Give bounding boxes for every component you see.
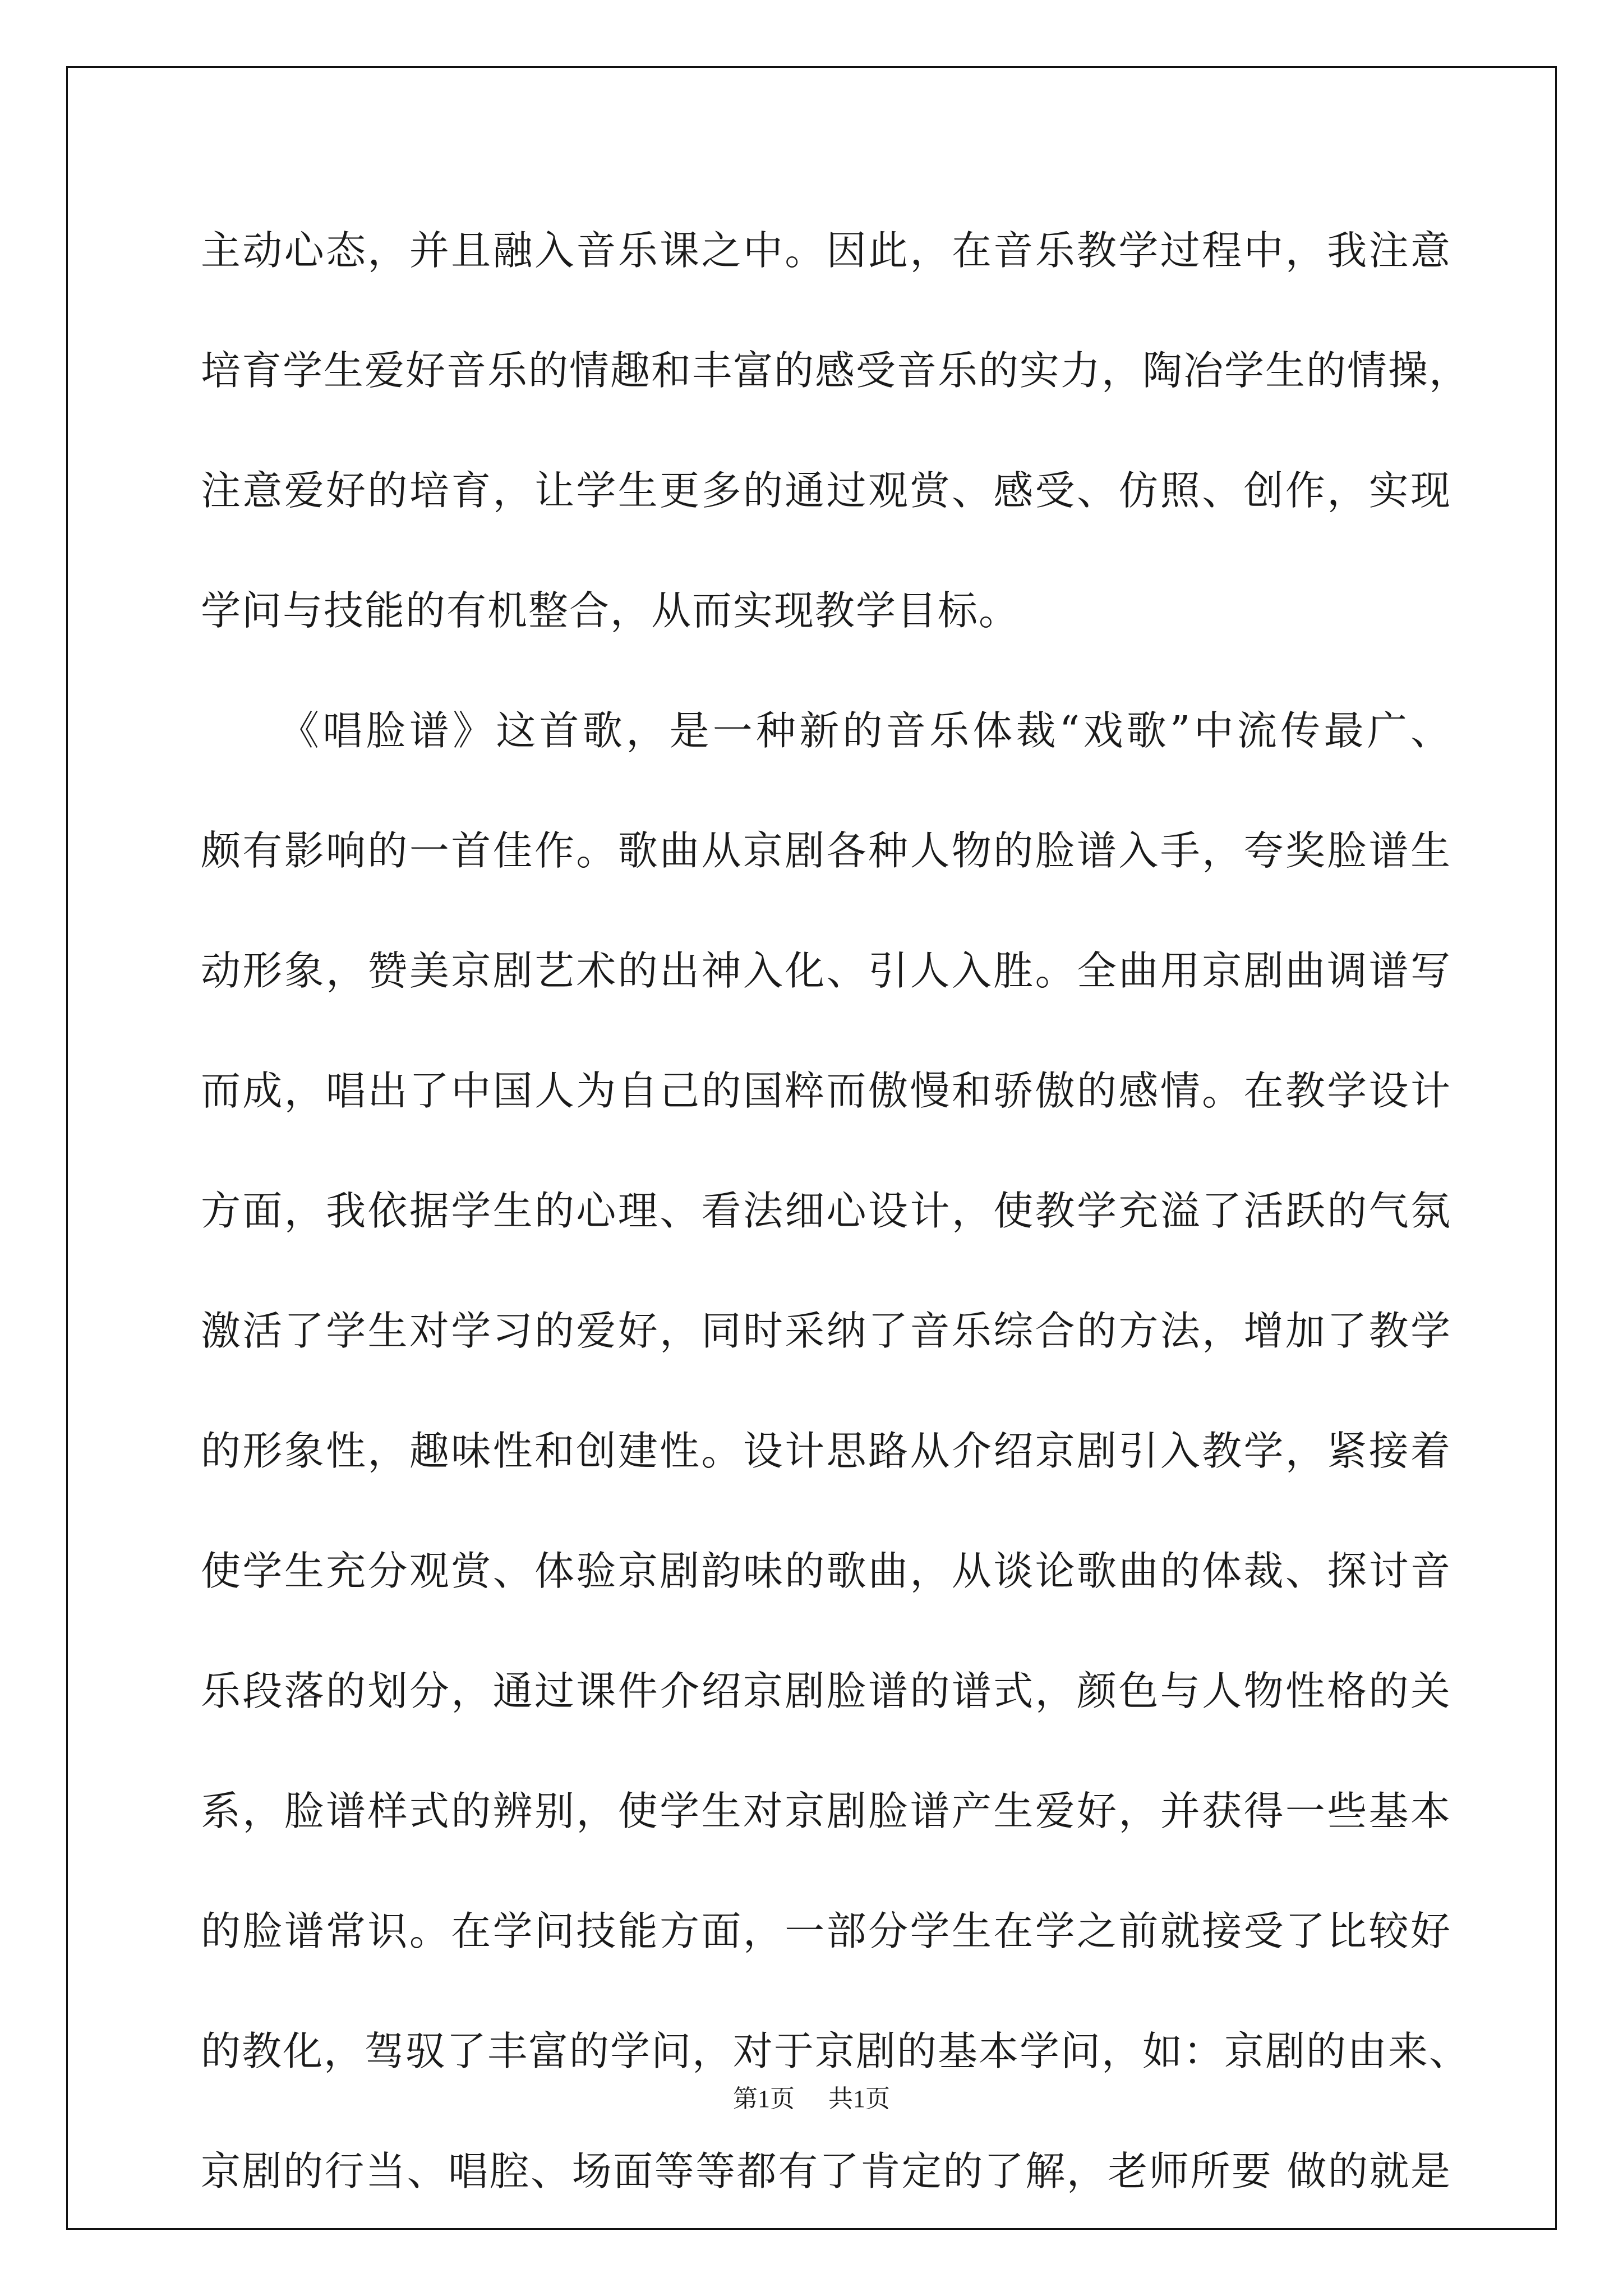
text-line: 的脸谱常识。在学问技能方面，一部分学生在学之前就接受了比较好 [201,1908,1451,1954]
text-line: 主动心态，并且融入音乐课之中。因此，在音乐教学过程中，我注意 [201,227,1451,274]
text-line: 而成，唱出了中国人为自己的国粹而傲慢和骄傲的感情。在教学设计 [201,1068,1451,1114]
text-line: 京剧的行当、唱腔、场面等等都有了肯定的了解，老师所要 做的就是 [201,2148,1451,2194]
page-footer [0,2082,1623,2116]
document-body [201,220,1470,2261]
text-line: 注意爱好的培育，让学生更多的通过观赏、感受、仿照、创作，实现 [201,467,1451,514]
text-line: 使学生充分观赏、体验京剧韵味的歌曲，从谈论歌曲的体裁、探讨音 [201,1548,1451,1594]
text-line: 激活了学生对学习的爱好，同时采纳了音乐综合的方法，增加了教学 [201,1308,1451,1354]
text-line: 培育学生爱好音乐的情趣和丰富的感受音乐的实力，陶冶学生的情操， [201,347,1470,394]
text-line: 学问与技能的有机整合，从而实现教学目标。 [201,587,1020,634]
text-line: 的形象性，趣味性和创建性。设计思路从介绍京剧引入教学，紧接着 [201,1428,1451,1474]
text-line: 动形象，赞美京剧艺术的出神入化、引人入胜。全曲用京剧曲调谱写 [201,947,1451,994]
text-line: 颇有影响的一首佳作。歌曲从京剧各种人物的脸谱入手，夸奖脸谱生 [201,827,1451,874]
text-line: 乐段落的划分，通过课件介绍京剧脸谱的谱式，颜色与人物性格的关 [201,1668,1451,1714]
text-line: 的教化，驾驭了丰富的学问，对于京剧的基本学问，如：京剧的由来、 [201,2028,1470,2074]
text-line: 系，脸谱样式的辨别，使学生对京剧脸谱产生爱好，并获得一些基本 [201,1788,1451,1834]
text-line: 《唱脸谱》这首歌，是一种新的音乐体裁“戏歌”中流传最广、 [279,707,1451,754]
text-line: 方面，我依据学生的心理、看法细心设计，使教学充溢了活跃的气氛 [201,1188,1451,1234]
page-number: 第1页 [733,2085,795,2113]
page-total: 共1页 [828,2085,890,2113]
